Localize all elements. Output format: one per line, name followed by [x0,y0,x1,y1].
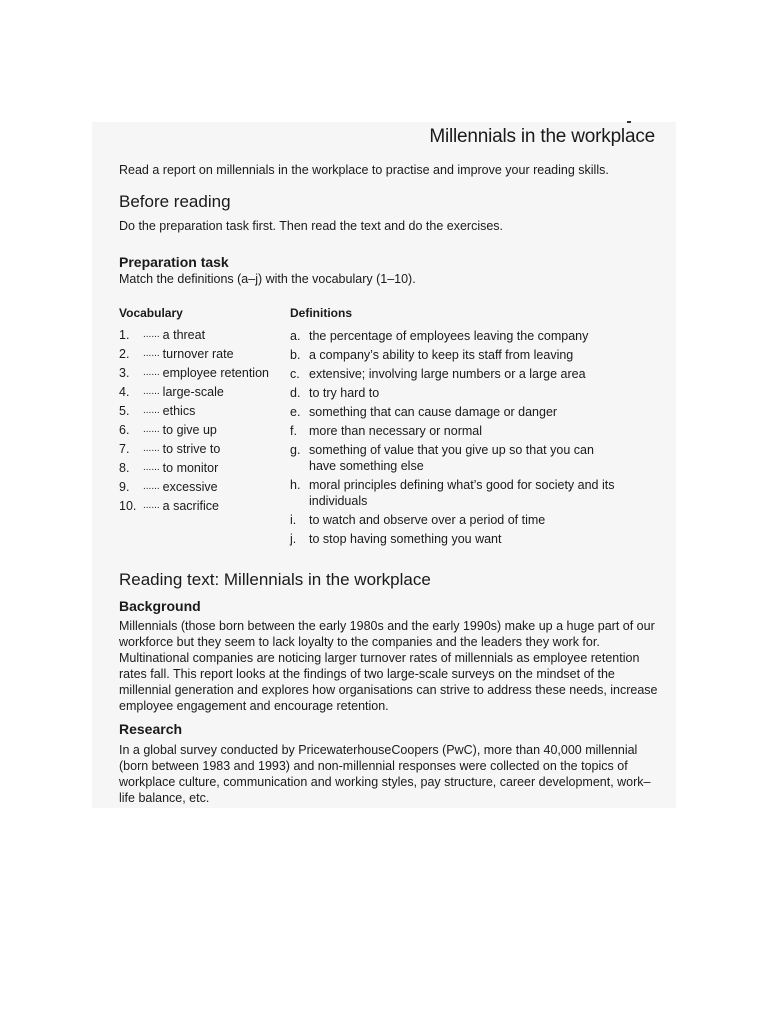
answer-blank: ...... [143,348,160,359]
vocabulary-term: to monitor [162,461,219,475]
vocabulary-number: 2. [119,347,130,361]
vocabulary-number: 3. [119,366,130,380]
vocabulary-number: 7. [119,442,130,456]
definition-text: something of value that you give up so that you can have something else [309,443,594,473]
definition-letter: c. [290,367,300,381]
definition-item [290,347,660,363]
vocabulary-term: to give up [162,423,217,437]
answer-blank: ...... [143,481,160,492]
answer-blank: ...... [143,500,160,511]
vocabulary-item [119,404,269,423]
intro-text: Read a report on millennials in the workplace to practise and improve your reading skills. [119,163,609,177]
research-heading: Research [119,721,183,737]
page-title: Millennials in the workplace [429,126,655,147]
vocabulary-heading: Vocabulary [119,306,183,320]
definition-text: to try hard to [309,386,380,400]
answer-blank: ...... [143,367,160,378]
definition-letter: d. [290,386,301,400]
vocabulary-term: large-scale [162,385,224,399]
definition-text: to watch and observe over a period of time [309,513,546,527]
vocabulary-item [119,423,269,442]
preparation-task-heading: Preparation task [119,254,229,270]
vocabulary-term: a threat [162,328,206,342]
vocabulary-term: employee retention [162,366,269,380]
definition-letter: b. [290,348,301,362]
answer-blank: ...... [143,405,160,416]
vocabulary-number: 4. [119,385,130,399]
research-paragraph: In a global survey conducted by PricewaterhouseCoopers (PwC), more than 40,000 millennial (born between 1983 and 1993) and non-millennial responses were collected on the topics of workplace culture, communication and working styles, pay structure, career development, work–life balance, etc. [119,743,651,805]
definition-text: extensive; involving large numbers or a large area [309,367,586,381]
vocabulary-term: to strive to [162,442,221,456]
background-heading: Background [119,598,201,614]
definition-item [290,404,660,420]
vocabulary-item [119,499,269,518]
vocabulary-term: ethics [162,404,196,418]
vocabulary-number: 6. [119,423,130,437]
definition-text: more than necessary or normal [309,424,482,438]
page-mark [627,121,631,123]
vocabulary-item [119,347,269,366]
before-reading-text: Do the preparation task first. Then read the text and do the exercises. [119,219,504,233]
vocabulary-number: 10. [119,499,137,513]
definition-item [290,366,660,382]
vocabulary-term: a sacrifice [162,499,219,513]
answer-blank: ...... [143,443,160,454]
definition-item [290,531,660,547]
definitions-list [290,328,660,550]
vocabulary-item [119,366,269,385]
background-paragraph: Millennials (those born between the early 1980s and the early 1990s) make up a huge part of our workforce but they seem to lack loyalty to the companies and the leaders they work for. Multinational companies are noticing larger turnover rates of millennials as employee retention rates fall. This report looks at the findings of two large-scale surveys on the mindset of the millennial generation and explores how organisations can strive to address these needs, increase employee engagement and encourage retention. [119,619,658,713]
definition-letter: j. [290,532,297,546]
definition-item [290,477,660,509]
vocabulary-number: 1. [119,328,130,342]
preparation-task-instruction: Match the definitions (a–j) with the vocabulary (1–10). [119,272,416,286]
vocabulary-item [119,461,269,480]
definition-item [290,442,660,474]
vocabulary-term: turnover rate [162,347,234,361]
vocabulary-item [119,442,269,461]
vocabulary-number: 9. [119,480,130,494]
definition-letter: g. [290,443,301,457]
answer-blank: ...... [143,424,160,435]
definition-letter: h. [290,478,301,492]
definition-letter: e. [290,405,301,419]
vocabulary-item [119,480,269,499]
definition-letter: i. [290,513,297,527]
vocabulary-item [119,385,269,404]
answer-blank: ...... [143,329,160,340]
vocabulary-number: 8. [119,461,130,475]
vocabulary-term: excessive [162,480,218,494]
definition-letter: a. [290,329,301,343]
definition-text: a company’s ability to keep its staff from leaving [309,348,574,362]
vocabulary-list [119,328,269,518]
definition-item [290,385,660,401]
definitions-heading: Definitions [290,306,352,320]
definition-text: moral principles defining what’s good for society and its individuals [309,478,615,508]
vocabulary-item [119,328,269,347]
answer-blank: ...... [143,386,160,397]
vocabulary-number: 5. [119,404,130,418]
definition-item [290,512,660,528]
definition-text: to stop having something you want [309,532,502,546]
definition-item [290,328,660,344]
definition-letter: f. [290,424,297,438]
definition-text: the percentage of employees leaving the company [309,329,589,343]
reading-text-heading: Reading text: Millennials in the workplace [119,570,431,589]
before-reading-heading: Before reading [119,192,231,211]
answer-blank: ...... [143,462,160,473]
definition-text: something that can cause damage or danger [309,405,558,419]
definition-item [290,423,660,439]
